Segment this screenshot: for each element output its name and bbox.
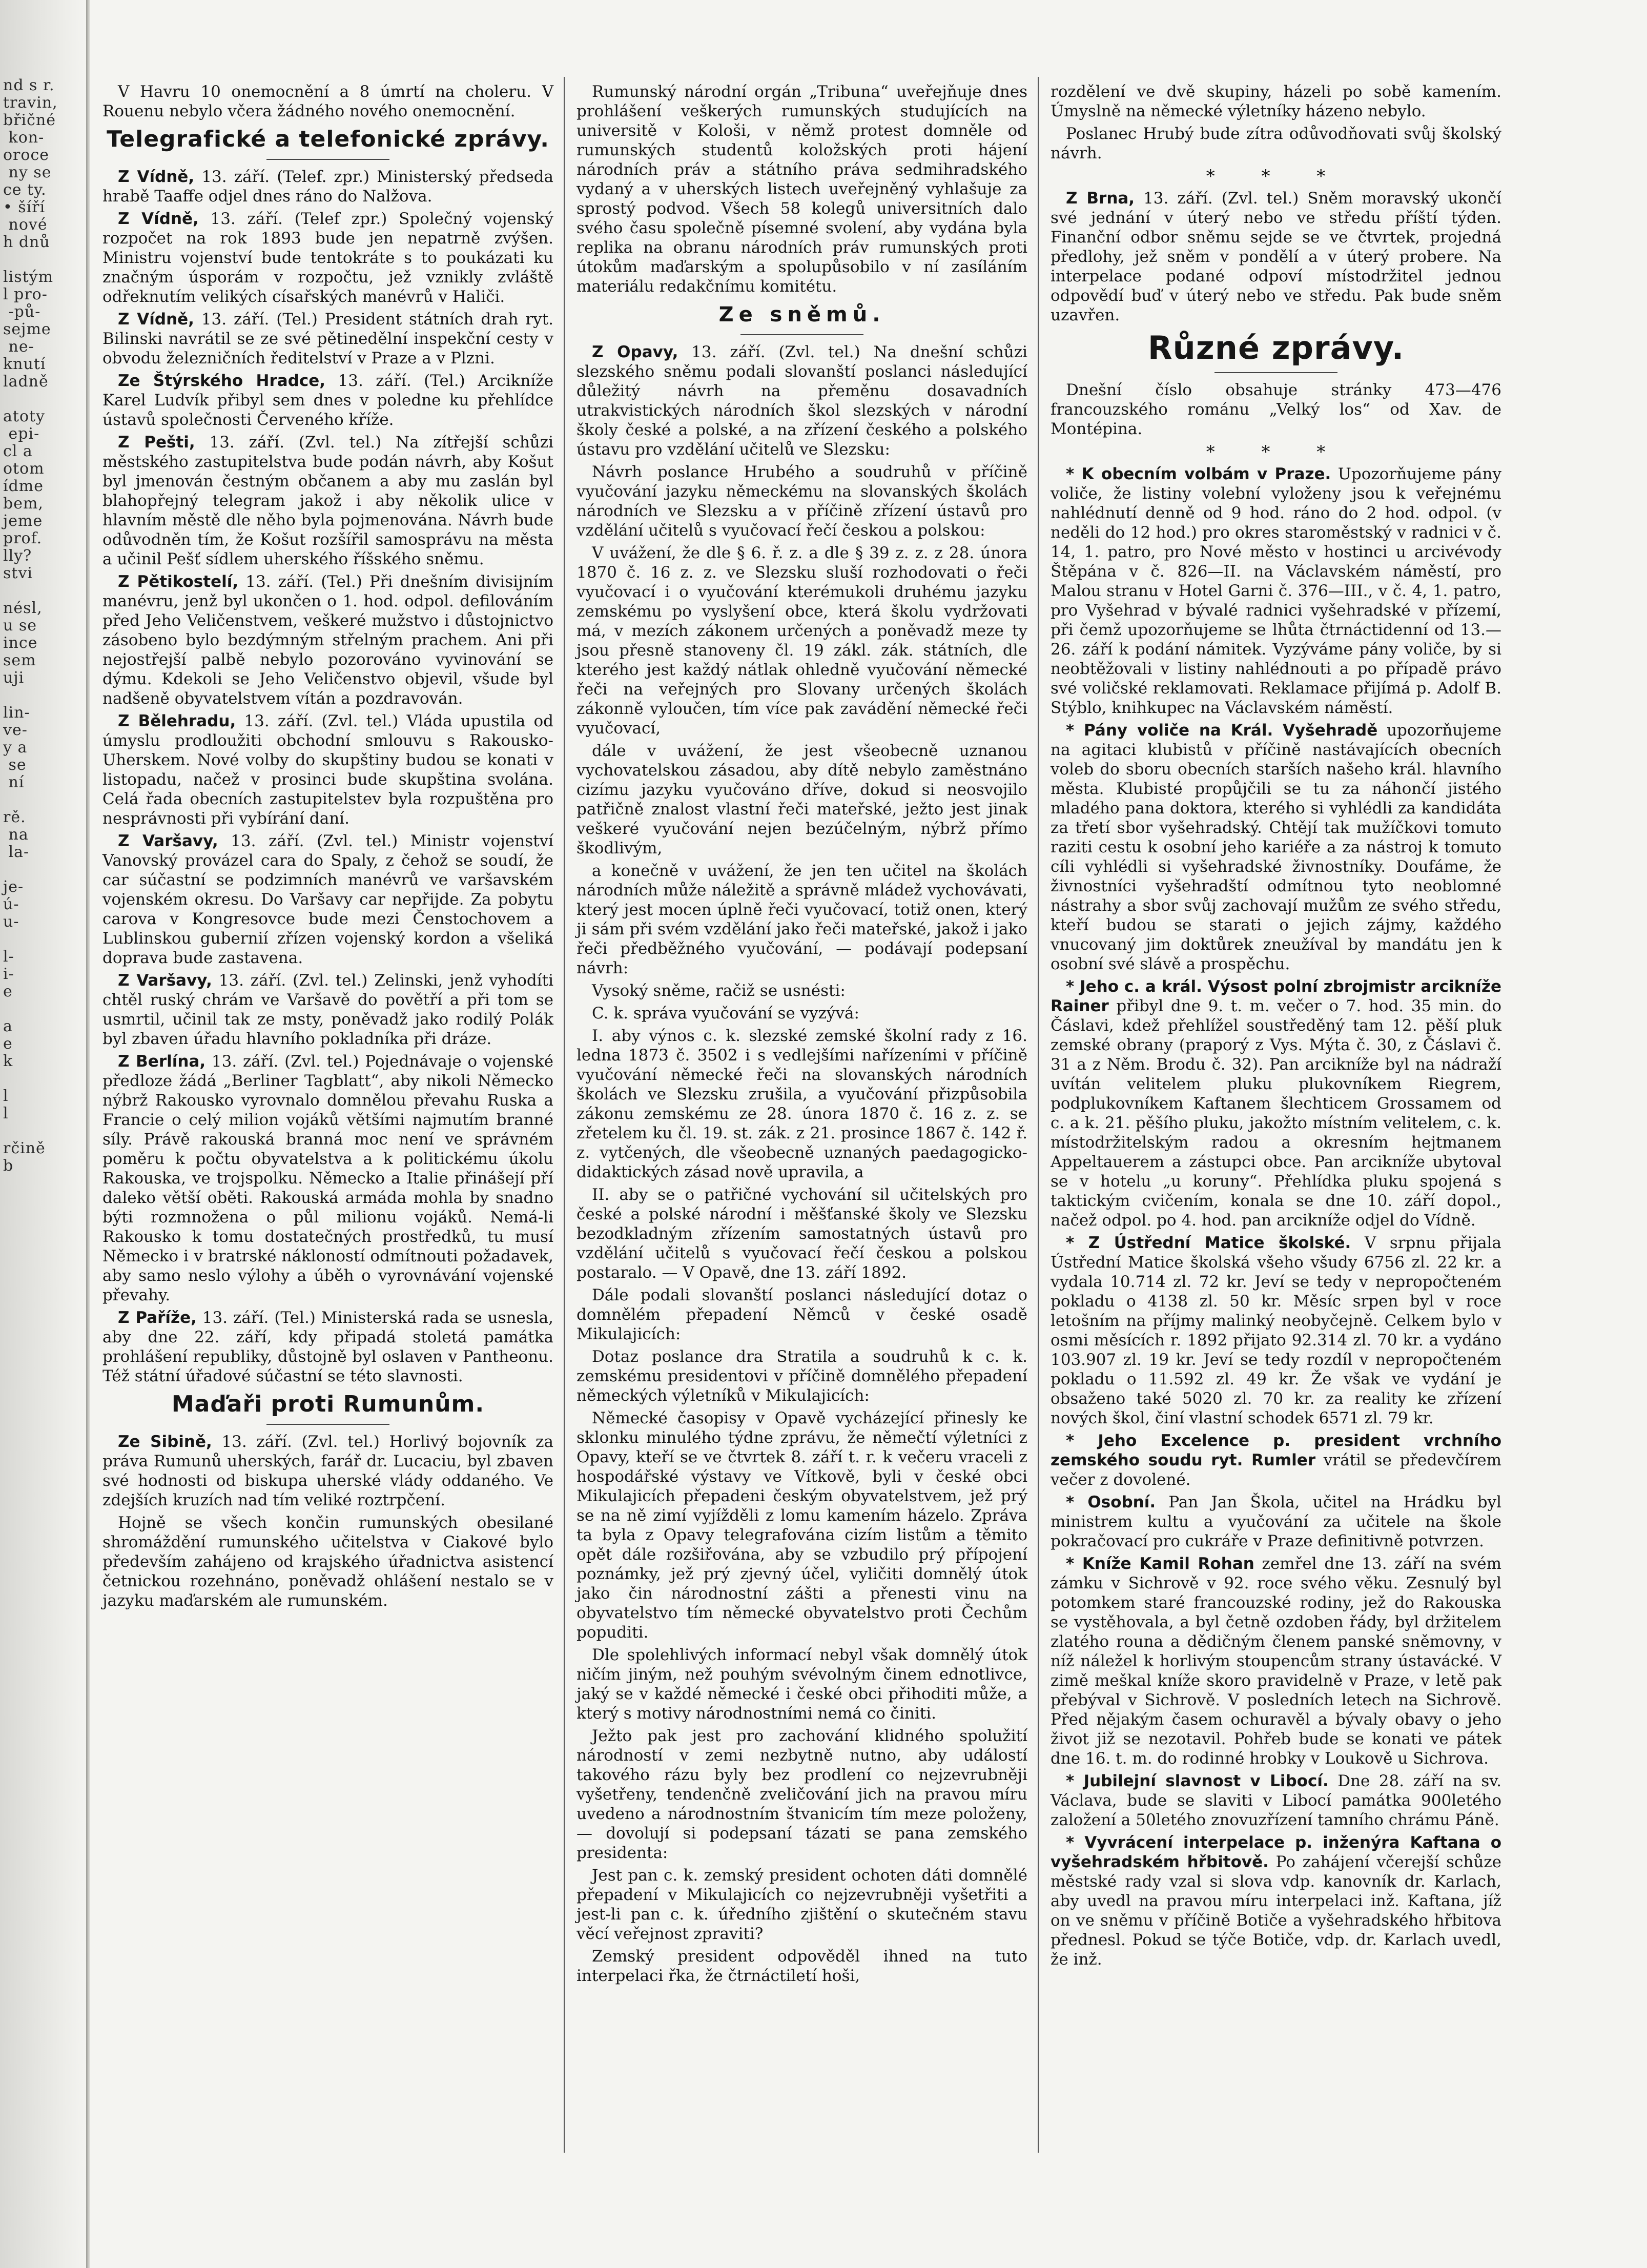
news-item — [1051, 721, 1501, 974]
item-text: 13. září. (Tel.) Při dnešním divisijním manévru, jenž byl ukončen o 1. hod. odpol. defilováním před Jeho Veličenstvem, veškeré mužstvo i důstojnictvo zásobeno bylo bezdýmným střelným prachem. Ani při nejostřejší palbě nebylo pozorováno vyvinování se dýmu. Kdekoli se Jeho Veličenstvo objevil, všude byl nadšeně obyvatelstvem vítán a pozdravován. — [102, 573, 553, 708]
item-text: 13. září. (Telef zpr.) Společný vojenský rozpočet na rok 1893 bude jen nepatrně zvýšen. Ministru vojenství bude tentokráte s to poukázati ku značným úsporám v rozpočtu, jež vznikly zvláště odřeknutím velikých císařských manévrů v Haliči. — [102, 210, 553, 306]
item-headline: * Jubilejní slavnost v Libocí. — [1066, 1772, 1329, 1790]
paragraph: C. k. správa vyučování se vyzývá: — [592, 1004, 859, 1023]
adjacent-page-text-fragments: nd s r. travin, břičné kon- oroce ny se ce ty. • šíří nové h dnů listým l pro- -pů- sejme ne- knutí ladně atoty epi- cl a otom ídme bem, jeme prof. lly? stvi nésl, u se ince sem uji lin- ve- y a se ní rě. na la- je- ú- u- l- i- e a e k l l rčině b — [3, 76, 58, 1175]
paragraph: Rumunský národní orgán „Tribuna“ uveřejňuje dnes prohlášení veškerých rumunských studujících na universitě v Kološi, v němž protest domněle od rumunských studentů koložských proti hájení národních práv a státního práva sedmihradského vydaný a v uherských listech uveřejněný vyhlašuje za sprostý podvod. Všech 58 kolegů universitních dalo svého času společně písemné svolení, aby vydána byla replika na obranu národních práv rumunských proti útokům maďarským a spolupůsobilo v ní zasíláním materiálu redakčnímu komitétu. — [577, 83, 1027, 296]
item-text: 13. září. (Tel.) Ministerská rada se usnesla, aby dne 22. září, kdy připadá stoletá památka prohlášení republiky, důstojně byl oslaven v Pantheonu. Též státní úřadové súčastní se této slavnosti. — [102, 1309, 553, 1385]
dateline: Ze Štýrského Hradce, — [118, 372, 326, 390]
dateline: Z Berlína, — [118, 1052, 206, 1071]
dateline: Z Vídně, — [118, 310, 194, 329]
paragraph: a konečně v uvážení, že jen ten učitel na školách národních může náležitě a správně mládež vychovávati, který jest mocen úplně řeči vyučovací, totiž onen, který ji sám při svém vzdělání jako řeči mateřské, jakož i jako řeči předběžného vyučování, — podávají podepsaní návrh: — [577, 862, 1027, 977]
dispatch-item — [102, 572, 553, 708]
paragraph: Návrh poslance Hrubého a soudruhů v příčině vyučování jazyku německému na slovanských školách národních ve Slezsku a v příčině zřízení ústavů pro vzdělání učitelů s vyučovací řečí českou a polskou: — [577, 463, 1027, 540]
paragraph: V uvážení, že dle § 6. ř. z. a dle § 39 z. z. z 28. února 1870 č. 16 z. z. ve Slezsku sluší rozhodovati o řeči vyučovací i o vyučování kterémukoli druhému jazyku zemskému po vyslyšení obce, která školu vydržovati má, v mezích zákonem určených a poněvadž meze ty jsou přesně stanoveny čl. 19 zákl. zák. státních, dle kterého jest každý nátlak ohledně vyučování německé řeči na veřejných pro Slovany určených školách zákonně vyloučen, tím více pak zavádění německé řeči vyučovací, — [577, 544, 1027, 738]
paragraph: Jest pan c. k. zemský president ochoten dáti domnělé přepadení v Mikulajicích co nejzevrubněji vyšetřiti a jest-li pan c. k. úředního zjištění o skutečném stavu věcí veřejnost zpraviti? — [577, 1866, 1027, 1943]
item-text: vrátil se předevčírem večer z dovolené. — [1051, 1451, 1501, 1489]
item-text: 13. září. (Zvl. tel.) Zelinski, jenž vyhodíti chtěl ruský chrám ve Varšavě do povětří a při tom se usmrtil, učinil tak ze msty, poněvadž jako rodilý Polák byl zbaven úřadu hlavního pokladníka při dráze. — [102, 971, 553, 1048]
dateline: Z Varšavy, — [118, 832, 218, 850]
item-headline: * Vyvrácení interpelace p. inženýra Kaftana o vyšehradském hřbitově. — [1051, 1833, 1501, 1871]
paragraph: Ježto pak jest pro zachování klidného spolužití národností v zemi nezbytně nutno, aby událostí takového rázu byly bez prodlení co nejzevrubněji vyšetřeny, tendenčně zveličování jich na pravou míru uvedeno a národnostním štvanicím tím meze položeny, — dovolují si podepsaní tázati se pana zemského presidenta: — [577, 1727, 1027, 1862]
heading-rule — [266, 159, 389, 160]
dispatch-item — [102, 310, 553, 368]
dispatch-item — [102, 209, 553, 307]
adjacent-page-edge — [0, 0, 87, 2268]
item-text: přibyl dne 9. t. m. večer o 7. hod. 35 min. do Čáslavi, kdež přehlížel soustředěný tam 12. pěší pluk zemské obrany (praporý z Vys. Mýta č. 30, z Čáslavi č. 31 a z Něm. Brodu č. 32). Pan arcikníže byl na nádraží uvítán velitelem pluku plukovníkem Riegrem, podplukovníkem Kaftanem šlechticem Grossamem od c. a k. 21. pěšího pluku, jakožto místním velitelem, c. k. místodržitelským radou a okresním hejtmanem Appeltauerem a zástupci obce. Pan arcikníže ubytoval se v hotelu „u koruny“. Přehlídka pluku spojená s taktickým cvičením, konala se dne 10. září dopol., načež odpol. po 4. hod. pan arcikníže odjel do Vídně. — [1051, 997, 1501, 1230]
item-text: 13. září. (Zvl. tel.) Ministr vojenství Vanovský provázel cara do Spaly, z čehož se soudí, že car súčastní se podzimních manévrů ve varšavském vojenském okresu. Do Varšavy car nepřijde. Za pobytu carova v Kongresovce bude mezi Čenstochovem a Lublinskou gubernií zřízen vojenský kordon a všeliká doprava bude zastavena. — [102, 832, 553, 967]
dispatch-item — [577, 342, 1027, 459]
paragraph: dále v uvážení, že jest všeobecně uznanou vychovatelskou zásadou, aby dítě nebylo zaměstnáno cizímu jazyku vyučováno dříve, dokud si neosvojilo patřičně znalost vlastní řeči mateřské, ježto jest jinak veškeré vyučování nejen bezúčelným, nýbrž přímo škodlivým, — [577, 742, 1027, 857]
column-middle — [577, 82, 1027, 1989]
item-headline: * Z Ústřední Matice školské. — [1066, 1234, 1351, 1252]
news-item — [1051, 1431, 1501, 1489]
column-rule — [564, 77, 565, 2153]
news-item — [1051, 977, 1501, 1230]
news-item — [1051, 1233, 1501, 1428]
paragraph: Poslanec Hrubý bude zítra odůvodňovati svůj školský návrh. — [1051, 125, 1501, 162]
news-item — [1051, 1833, 1501, 1969]
item-headline: * Kníže Kamil Rohan — [1066, 1555, 1254, 1573]
dateline: Ze Sibině, — [118, 1433, 212, 1451]
item-text: zemřel dne 13. září na svém zámku v Sichrově v 92. roce svého věku. Zesnulý byl potomkem staré francouzské rodiny, jež do Rakouska se vystěhovala, a byl četně ozdoben řády, byl držitelem zlatého rouna a dědičným členem panské sněmovny, v níž náležel k horlivým stoupencům strany ústavácké. V zimě meškal kníže skoro pravidelně v Praze, v letě pak přebýval v Sichrově. V posledních letech na Sichrově. Před nějakým časem ochuravěl a bývaly obavy o jeho život již se nezotavil. Pohřeb bude se konati ve pátek dne 16. t. m. do rodinné hrobky v Loukově u Sichrova. — [1051, 1555, 1501, 1768]
item-text: V srpnu přijala Ústřední Matice školská všeho všudy 6756 zl. 22 kr. a vydala 10.714 zl. 72 kr. Jeví se tedy v nepropočteném pokladu o 4138 zl. 50 kr. Měsíc srpen byl v roce letošním na příjmy malinký neobyčejně. Celkem bylo v osmi měsících r. 1892 přijato 92.314 zl. 70 kr. a vydáno 103.907 zl. 19 kr. Jeví se tedy rozdíl v nepropočteném pokladu o 11.592 zl. 49 kr. Že však ve vydání je obsaženo také 5020 zl. 70 kr. za reality ke zřízení nových škol, činí vlastní schodek 6571 zl. 79 kr. — [1051, 1234, 1501, 1427]
news-item — [1051, 1554, 1501, 1768]
item-headline: * Pány voliče na Král. Vyšehradě — [1066, 721, 1378, 740]
dateline: Z Paříže, — [118, 1309, 197, 1327]
dispatch-item — [102, 831, 553, 968]
section-heading: Telegrafické a telefonické zprávy. — [107, 126, 549, 152]
item-text: Dne 28. září na sv. Václava, bude se slaviti v Libocí památka 900letého založení a 50letého znovuzřízení tamního chrámu Páně. — [1051, 1772, 1501, 1829]
paragraph: Dnešní číslo obsahuje stránky 473—476 francouzského románu „Velký los“ od Xav. de Montépina. — [1051, 381, 1501, 438]
heading-rule — [266, 1424, 389, 1425]
item-text: Po zahájení včerejší schůze městské rady vzal si slova vdp. kanovník dr. Karlach, aby uvedl na pravou míru interpelaci inž. Kaftana, jíž on ve sněmu v příčině Botiče a vyšehradského hřbitova přednesl. Pokud se týče Botiče, vdp. dr. Karlach uvedl, že inž. — [1051, 1853, 1502, 1969]
asterism-divider: * * * — [1206, 166, 1346, 187]
paragraph: I. aby výnos c. k. slezské zemské školní rady z 16. ledna 1873 č. 3502 i s vedlejšími nařízeními v příčině vyučování německé řeči na slovanských národních školách ve Slezsku zrušila, a vyučování přizpůsobila zákonu zemskému ze 28. února 1870 č. 16 z. z. se zřetelem ku čl. 19. st. zák. z 21. prosince 1867 č. 142 ř. z. vytčených, dle všeobecně uznaných paedagogicko-didaktických zásad nově upravila, a — [577, 1027, 1027, 1181]
heading-rule — [740, 334, 863, 335]
dispatch-item — [102, 1432, 553, 1510]
paragraph: V Havru 10 onemocnění a 8 úmrtí na choleru. V Rouenu nebylo včera žádného nového onemocnění. — [102, 83, 553, 120]
dispatch-item — [1051, 189, 1501, 325]
dateline: Z Opavy, — [592, 343, 678, 361]
column-left — [102, 82, 553, 1613]
item-text: Upozorňujeme pány voliče, že listiny volební vyloženy jsou k veřejnému nahlédnutí denně od 9 hod. ráno do 2 hod. odpol. (v neděli do 12 hod.) pro okres staroměstský v radnici v č. 14, 1. patro, pro Nové město v hostinci u arcivévody Štěpána v č. 826—II. na Václavském náměstí, pro Malou stranu v Hotel Garni č. 376—III., v č. 4, 1. patro, pro Vyšehrad v bývalé radnici vyšehradské v přízemí, při čemž upozorňujeme se lhůta čtrnáctidenní od 13.—26. září k podání námitek. Vyzýváme pány voliče, by si neobtěžovali v listiny nahlédnouti a po případě právo své voličské reklamovati. Reklamace přijímá p. Adolf B. Stýblo, knihkupec na Václavském náměstí. — [1051, 465, 1502, 717]
item-text: 13. září. (Zvl. tel.) Horlivý bojovník za práva Rumunů uherských, farář dr. Lucaciu, byl zbaven své hodnosti od biskupa uherské vlády oddaného. Ve zdejších kruzích nad tím veliké roztrpčení. — [102, 1433, 553, 1509]
item-text: 13. září. (Zvl. tel.) Pojednávaje o vojenské předloze žádá „Berliner Tagblatt“, aby nikoli Německo nýbrž Rakousko vyrovnalo domnělou převahu Ruska a Francie o celý milion vojáků většími najmutím branné síly. Právě rakouská branná moc není ve správném poměru k počtu obyvatelstva a k politickému úkolu Rakouska, ve trojspolku. Německo a Italie přinášejí pří daleko větší oběti. Rakouská armáda mohla by snadno býti rozmnožena o půl milionu vojáků. Nemá-li Rakousko k tomu dostatečných prostředků, tu musí Německo i v bratrské nákloností odmítnouti požadavek, aby samo neslo výlohy a úběh o vyrovnávání vojenské převahy. — [102, 1052, 554, 1304]
dateline: Z Brna, — [1066, 189, 1135, 208]
dispatch-item — [102, 433, 553, 569]
page-fold-shadow — [86, 0, 90, 2268]
paragraph: II. aby se o patřičné vychování sil učitelských pro české a polské národní i měšťanské školy ve Slezsku bezodkladným zřízením samostatných ústavů pro vzdělání učitelů s vyučovací řečí českou a polskou postaralo. — V Opavě, dne 13. září 1892. — [577, 1186, 1027, 1282]
dateline: Z Bělehradu, — [118, 712, 236, 730]
section-heading: Různé zprávy. — [1147, 329, 1405, 366]
section-heading: Maďaři proti Rumunům. — [171, 1391, 485, 1417]
dateline: Z Pešti, — [118, 433, 195, 452]
news-item — [1051, 1493, 1501, 1551]
newspaper-page — [102, 62, 1614, 2240]
section-heading: Ze sněmů. — [718, 303, 886, 326]
paragraph: Zemský president odpověděl ihned na tuto interpelaci řka, že čtrnáctiletí hoši, — [577, 1947, 1027, 1985]
paragraph: Dotaz poslance dra Stratila a soudruhů k c. k. zemskému presidentovi v příčině domnělého přepadení německých výletníků v Mikulajicích: — [577, 1347, 1027, 1405]
item-headline: * K obecním volbám v Praze. — [1066, 465, 1331, 483]
item-text: 13. září. (Zvl. tel.) Na dnešní schůzi slezského sněmu podali slovanští poslanci následující důležitý návrh na přeměnu dosavadních utrakvistických národních škol slezských v národní školy české a polské, a na zřízení českého a polského ústavu pro vzdělání učitelů ve Slezsku: — [577, 343, 1027, 459]
item-headline: * Jeho c. a král. Výsost polní zbrojmistr arcikníže Rainer — [1051, 977, 1501, 1015]
news-item — [1051, 1771, 1501, 1830]
item-text: 13. září. (Tel.) President státních drah ryt. Bilinski navrátil se ze své pětinedělní inspekční cesty v obvodu železničních ředitelství v Praze a v Plzni. — [102, 310, 554, 367]
paragraph: Dle spolehlivých informací nebyl však domnělý útok ničím jiným, než pouhým svévolným činem ednotlivce, jaký se v každé německé i české obci přihoditi může, a který s motivy národnostními nemá co činiti. — [577, 1646, 1027, 1723]
item-text: 13. září. (Telef. zpr.) Ministerský předseda hrabě Taaffe odjel dnes ráno do Nalžova. — [102, 168, 554, 206]
item-text: 13. září. (Tel.) Arcikníže Karel Ludvík přibyl sem dnes v poledne ku přehlídce ústavů společnosti Červeného kříže. — [102, 372, 553, 429]
item-headline: * Jeho Excelence p. president vrchního zemského soudu ryt. Rumler — [1051, 1432, 1501, 1469]
column-right — [1051, 82, 1501, 1972]
item-text: 13. září. (Zvl. tel.) Sněm moravský ukončí své jednání v úterý nebo ve středu příští týden. Finanční odbor sněmu sejde se ve čtvrtek, projedná předlohy, jež sněm v pondělí a v úterý probere. Na interpelace podané odpoví místodržitel jednou odpovědí buď v úterý nebo ve středu. Pak bude sněm uzavřen. — [1051, 189, 1501, 324]
item-text: upozorňujeme na agitaci klubistů v příčině nastávajících obecních voleb do sboru obecních starších našeho král. hlavního města. Klubisté propůjčili se tu za náhončí jistého mladého pana doktora, kterého si vyhlédli za kandidáta za třetí sbor vyšehradský. Chtějí tak mužíčkovi tomuto raziti cestu k osobní jeho kariéře a za nástroj k tomuto cíli vyhlédli si vyšehradské živnostníky. Doufáme, že živnostníci vyšehradští odmítnou tyto neoblomné nástrahy a sbor svůj zachovají mužům ze svého středu, kteří budou se starati o jejich zájmy, každého vnucovaný jim doktůrek zneužíval by mandátu jen k osobní své slávě a prospěchu. — [1051, 721, 1501, 973]
dateline: Z Pětikostelí, — [118, 573, 239, 591]
dispatch-item — [102, 371, 553, 430]
dispatch-item — [102, 1052, 553, 1305]
paragraph: Vysoký sněme, račiž se usnésti: — [592, 982, 846, 1000]
paragraph: rozdělení ve dvě skupiny, házeli po sobě kamením. Úmyslně na německé výletníky házeno nebylo. — [1051, 83, 1501, 120]
item-text: Pan Jan Škola, učitel na Hrádku byl ministrem kultu a vyučování za učitele na škole pokračovací pro cukráře v Praze definitivně potvrzen. — [1051, 1493, 1501, 1550]
item-headline: * Osobní. — [1066, 1493, 1156, 1511]
dateline: Z Vídně, — [118, 210, 199, 228]
heading-rule — [1214, 372, 1337, 373]
paragraph: Dále podali slovanští poslanci následující dotaz o domnělém přepadení Němců v české osadě Mikulajicích: — [577, 1286, 1027, 1343]
dispatch-item — [102, 1308, 553, 1386]
paragraph: Hojně se všech končin rumunských obesilané shromáždění rumunského učitelstva v Ciakové bylo především zahájeno od krajského úřadnictva asistencí četnickou rozehnáno, poněvadž ohlášení nestalo se v jazyku maďarském ale rumunském. — [102, 1514, 553, 1610]
column-rule — [1038, 77, 1039, 2153]
asterism-divider: * * * — [1206, 442, 1346, 462]
dispatch-item — [102, 711, 553, 828]
dispatch-item — [102, 971, 553, 1049]
paragraph: Německé časopisy v Opavě vycházející přinesly ke sklonku minulého týdne zprávu, že němečtí výletníci z Opavy, kteří se ve čtvrtek 8. září t. r. k večeru vraceli z hospodářské výstavy ve Vítkově, byli v české obci Mikulajicích přepadeni českým obyvatelstvem, jež prý se na ně zimí vyjížděli z lomu kamením házelo. Zpráva ta byla z Opavy telegrafována cizím listům a těmito opět dále rozšiřována, aby se vzbudilo prý přípojení poznámky, jež prý zjevný účel, vyličiti domnělý útok jako čin národnostní zášti a přenesti vinu na obyvatelstvo tím německé obyvatelstvo proti Čechům popuditi. — [577, 1409, 1027, 1642]
dateline: Z Varšavy, — [118, 971, 212, 990]
dateline: Z Vídně, — [118, 168, 195, 186]
item-text: 13. září. (Zvl. tel.) Vláda upustila od úmyslu prodloužiti obchodní smlouvu s Rakousko-Uherskem. Nové volby do skupštiny budou se konati v listopadu, načež v prosinci bude skupština svolána. Celá řada obecních zastupitelstev byla rozpuštěna pro nesprávnosti při vybírání daní. — [102, 712, 553, 828]
dispatch-item — [102, 167, 553, 206]
item-text: 13. září. (Zvl. tel.) Na zítřejší schůzi městského zastupitelstva bude podán návrh, aby Košut byl jmenován čestným občanem a aby mu zaslán byl blahopřejný telegram jakož i aby několik ulice v hlavním městě dle něho byla pojmenována. Návrh bude odůvodněn tím, že Košut rozšířil samosprávu na města a učinil Pešť sídlem uherského říšského sněmu. — [102, 433, 553, 568]
news-item — [1051, 464, 1501, 718]
